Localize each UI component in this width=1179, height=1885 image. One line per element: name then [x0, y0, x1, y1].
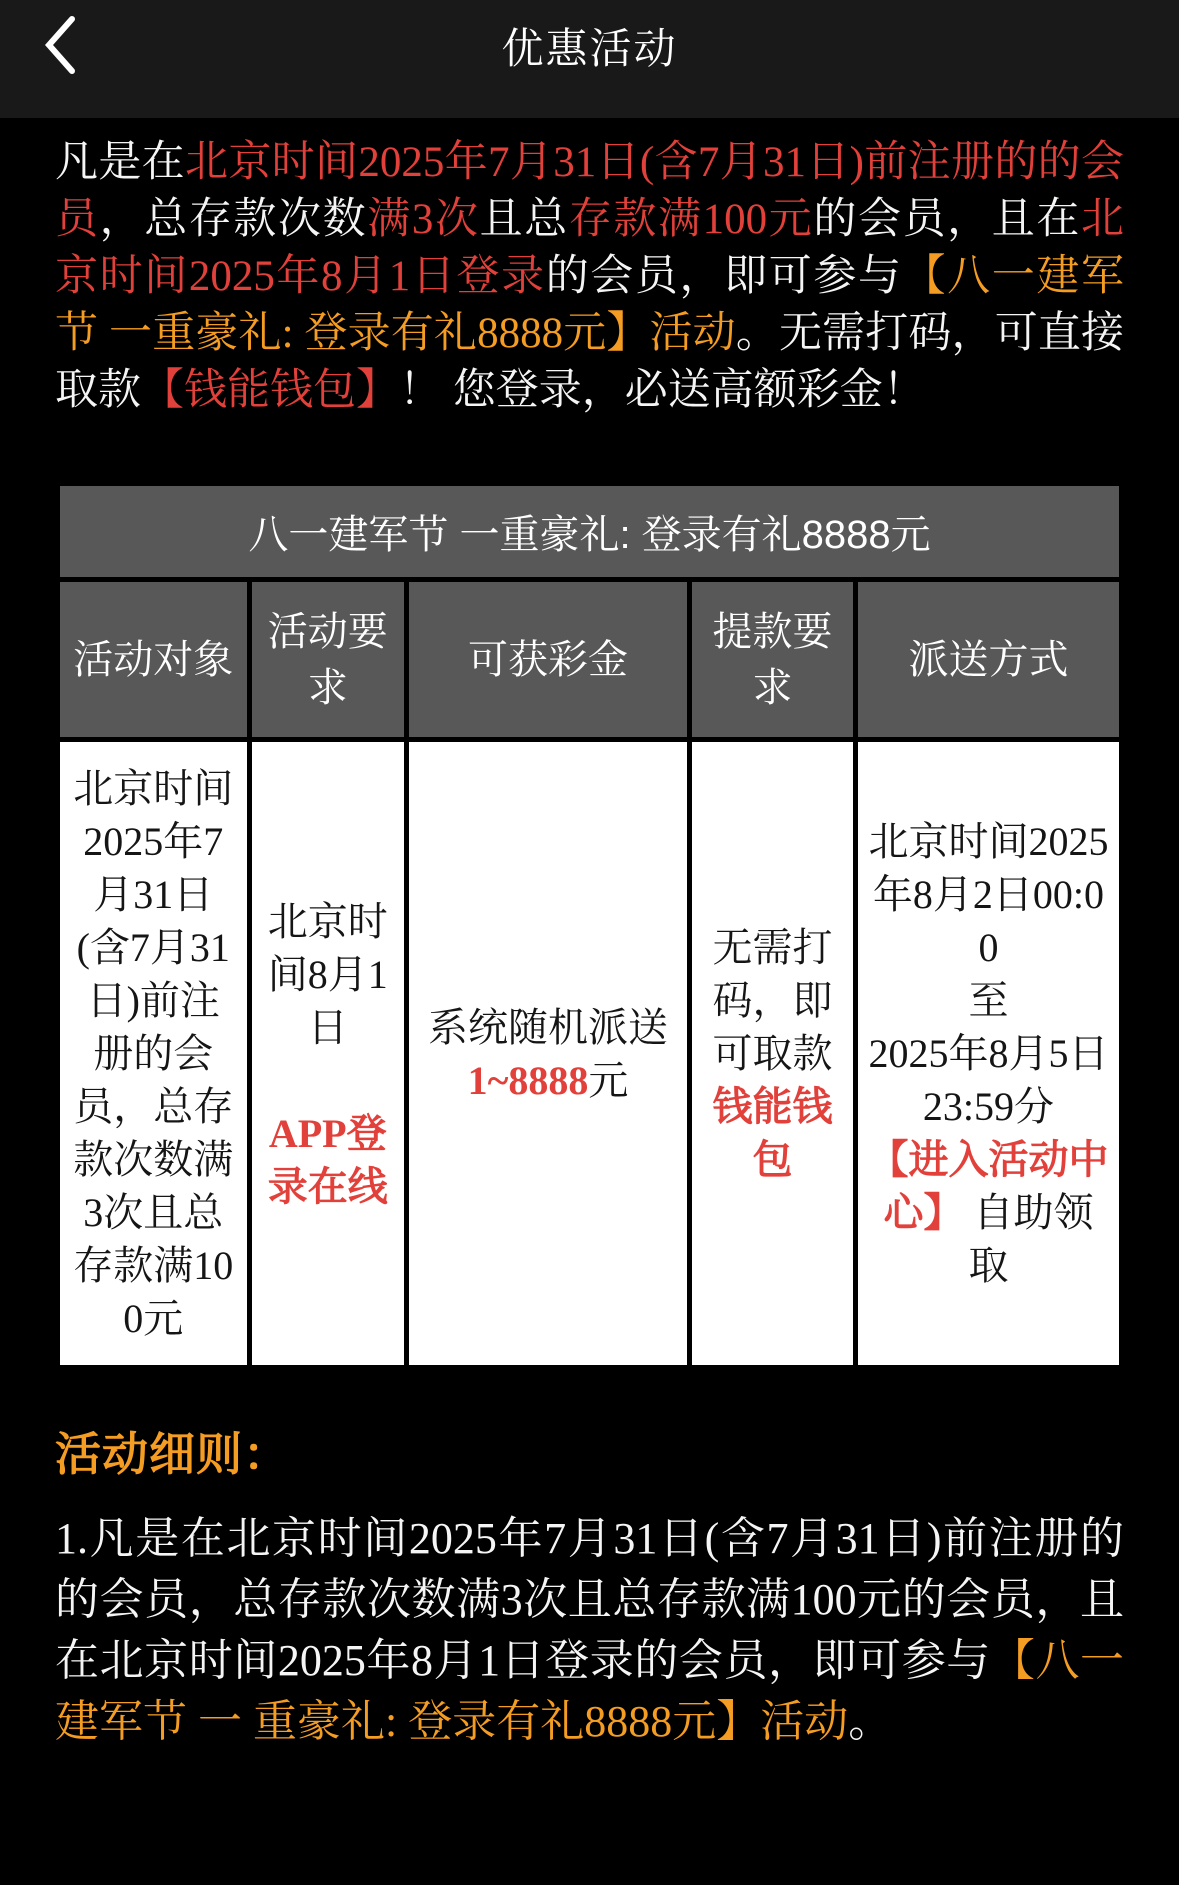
col-header-obtainable-bonus: 可获彩金	[406, 580, 689, 740]
col-header-withdrawal-requirement: 提款要求	[690, 580, 856, 740]
text-segment: 北京时间2025年8月1日登录	[55, 196, 1125, 300]
enter-activity-center-link[interactable]: 【进入活动中心】	[868, 1137, 1109, 1235]
text-segment: 北京时间2025年7月31日(含7月31日)前注册的的会员	[55, 139, 1125, 243]
text-segment: 。	[848, 1697, 893, 1746]
text-segment: 【八一建军节 一 重豪礼: 登录有礼8888元】活动	[55, 1636, 1125, 1746]
cell-line	[868, 1027, 1109, 1133]
promo-table	[55, 481, 1124, 1370]
cell-withdrawal-requirement	[690, 740, 856, 1368]
text-segment: 1.凡是在北京时间2025年7月31日(含7月31日)前注册的的会员，总存款次数满3次且总存款满100元的会员，且在北京时间2025年8月1日登录的会员，即可参与	[55, 1514, 1124, 1685]
cell-line	[868, 1133, 1109, 1292]
back-button[interactable]	[34, 12, 86, 78]
text-segment: 元	[588, 1057, 629, 1103]
table-body-row	[58, 740, 1122, 1368]
text-segment: 的会员，即可参与	[545, 253, 903, 300]
cell-line	[262, 1107, 394, 1213]
text-segment: 无需打码，即可取款	[712, 925, 833, 1076]
table-title: 八一建军节 一重豪礼: 登录有礼8888元	[58, 484, 1122, 580]
text-segment: 至	[968, 978, 1009, 1023]
text-segment: 满3次	[367, 196, 480, 243]
promo-intro-paragraph	[55, 134, 1124, 419]
col-header-activity-target: 活动对象	[58, 580, 250, 740]
back-chevron-icon	[41, 14, 79, 76]
col-header-delivery-method: 派送方式	[855, 580, 1121, 740]
text-segment: ，总存款次数	[99, 196, 368, 243]
cell-activity-target	[58, 740, 250, 1368]
cell-activity-requirement	[249, 740, 406, 1368]
cell-line	[702, 921, 843, 1186]
text-segment: 。无需打码，可直接取款	[55, 310, 1124, 414]
table-title-row	[58, 484, 1122, 580]
cell-line	[419, 1001, 677, 1107]
text-segment: 1~8888	[467, 1057, 589, 1103]
cell-obtainable-bonus	[406, 740, 689, 1368]
text-segment: 北京时间8月1日	[267, 898, 388, 1050]
text-segment: APP登录在线	[267, 1110, 388, 1209]
cell-line	[70, 762, 237, 1345]
cell-line	[262, 1054, 394, 1107]
text-segment: 的会员，且在	[813, 196, 1082, 243]
promo-content	[0, 118, 1179, 1752]
text-segment: 【八一建军节 一重豪礼: 登录有礼8888元】活动	[55, 253, 1125, 357]
text-segment: 凡是在	[55, 139, 186, 186]
text-segment: 2025年8月5日23:59分	[868, 1031, 1109, 1129]
cell-line	[868, 815, 1109, 974]
text-segment: 钱能钱包	[712, 1084, 833, 1182]
table-header-row	[58, 580, 1122, 740]
rules-paragraph	[55, 1508, 1124, 1752]
text-segment: 北京时间2025年7月31日(含7月31日)前注册的会员，总存款次数满3次且总存款满100元	[73, 766, 234, 1341]
cell-line	[868, 974, 1109, 1027]
text-segment: 自助领取	[963, 1190, 1094, 1288]
app-header	[0, 0, 1179, 118]
cell-line	[262, 895, 394, 1054]
text-segment: 系统随机派送	[427, 1004, 668, 1050]
text-segment: 存款满100元	[568, 196, 814, 243]
rules-title: 活动细则：	[55, 1428, 290, 1480]
cell-delivery-method	[855, 740, 1121, 1368]
page-title: 优惠活动	[501, 25, 678, 72]
col-header-activity-requirement: 活动要求	[249, 580, 406, 740]
text-segment: ！ 您登录，必送高额彩金！	[399, 367, 926, 414]
text-segment: 且总	[479, 196, 569, 243]
text-segment: 【钱能钱包】	[141, 367, 399, 414]
text-segment: 北京时间2025年8月2日00:00	[868, 819, 1109, 970]
